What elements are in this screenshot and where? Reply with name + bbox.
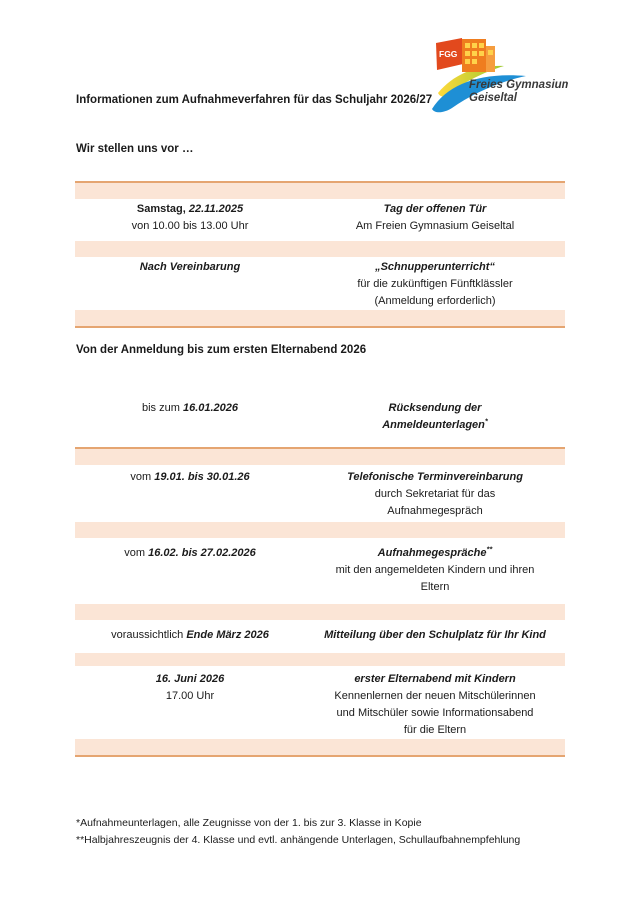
row-when-prefix: voraussichtlich xyxy=(111,629,187,641)
row-when-line xyxy=(75,469,305,486)
footnote: *Aufnahmeunterlagen, alle Zeugnisse von der 1. bis zur 3. Klasse in Kopie xyxy=(76,817,422,829)
separator-bar xyxy=(75,447,565,465)
row-what-cell xyxy=(305,627,565,644)
row-when-date: 16. Juni 2026 xyxy=(155,673,225,685)
table-row-return-documents xyxy=(75,398,565,434)
row-what-detail: mit den angemeldeten Kindern und ihren xyxy=(335,564,535,576)
row-what-title xyxy=(305,545,565,562)
row-when-title: Nach Vereinbarung xyxy=(139,261,241,273)
row-what-detail: durch Sekretariat für das xyxy=(374,488,496,500)
row-what-title: Rücksendung der xyxy=(388,402,482,414)
row-when-date: 16.01.2026 xyxy=(182,402,239,414)
school-logo-icon xyxy=(428,36,568,116)
separator-bar xyxy=(75,310,565,328)
row-when-line xyxy=(75,400,305,417)
logo-name-line1: Freies Gymnasium xyxy=(469,79,568,91)
school-logo xyxy=(428,36,568,116)
row-what-title-text: Anmeldeunterlagen xyxy=(382,419,485,431)
row-what-detail: und Mitschüler sowie Informationsabend xyxy=(336,707,534,719)
row-when-day: Samstag, xyxy=(136,203,189,215)
row-when-line xyxy=(75,545,305,562)
table-row-trial-lessons xyxy=(75,259,565,310)
footnote-marker: ** xyxy=(486,544,493,554)
row-what-detail: Am Freien Gymnasium Geiseltal xyxy=(355,220,515,232)
row-when-cell xyxy=(75,545,305,596)
separator-bar xyxy=(75,653,565,666)
row-when-date: Ende März 2026 xyxy=(186,629,269,641)
footnote-marker: * xyxy=(484,416,488,426)
separator-bar xyxy=(75,181,565,199)
separator-bar xyxy=(75,604,565,620)
row-when-cell xyxy=(75,259,305,310)
row-when-date: 19.01. bis 30.01.26 xyxy=(154,471,250,483)
row-when-cell xyxy=(75,400,305,434)
table-row-phone-appointment xyxy=(75,469,565,520)
row-when-prefix: vom xyxy=(130,471,155,483)
row-when-date: 22.11.2025 xyxy=(188,203,244,215)
row-what-cell xyxy=(305,259,565,310)
row-what-title: Tag der offenen Tür xyxy=(383,203,487,215)
separator-bar xyxy=(75,241,565,257)
schedule-table-enrollment xyxy=(75,398,565,757)
row-what-detail: für die Eltern xyxy=(403,724,467,736)
separator-bar xyxy=(75,522,565,538)
footnotes xyxy=(76,815,520,849)
intro-heading: Wir stellen uns vor … xyxy=(76,143,194,155)
row-what-detail: (Anmeldung erforderlich) xyxy=(374,295,496,307)
row-when-cell xyxy=(75,469,305,520)
row-what-cell xyxy=(305,469,565,520)
row-what-cell xyxy=(305,400,565,434)
row-what-detail: Aufnahmegespräch xyxy=(387,505,483,517)
logo-name-line2: Geiseltal xyxy=(469,92,517,104)
row-when-prefix: bis zum xyxy=(141,402,183,414)
logo-annex-icon xyxy=(486,46,495,72)
row-what-cell xyxy=(305,201,565,235)
table-row-admission-talks xyxy=(75,545,565,596)
row-when-cell xyxy=(75,671,305,739)
logo-acronym: FGG xyxy=(439,49,458,59)
table-row-parents-evening xyxy=(75,671,565,739)
table-row-school-place-notice xyxy=(75,627,565,644)
row-when-date: 16.02. bis 27.02.2026 xyxy=(148,547,256,559)
row-what-title: Telefonische Terminvereinbarung xyxy=(347,471,523,483)
schedule-table-open-day xyxy=(75,181,565,328)
row-what-title-text: Aufnahmegespräche xyxy=(377,547,487,559)
row-what-title: Mitteilung über den Schulplatz für Ihr Kind xyxy=(324,629,546,641)
separator-bar xyxy=(75,739,565,757)
page-title: Informationen zum Aufnahmeverfahren für das Schuljahr 2026/27 xyxy=(76,94,433,106)
row-when-prefix: vom xyxy=(124,547,149,559)
row-what-cell xyxy=(305,671,565,739)
row-when-line xyxy=(75,201,305,218)
row-when-time: 17.00 Uhr xyxy=(165,690,215,702)
row-what-title xyxy=(305,417,565,434)
row-when-time: von 10.00 bis 13.00 Uhr xyxy=(131,220,249,232)
footnote: **Halbjahreszeugnis der 4. Klasse und evtl. anhängende Unterlagen, Schullaufbahnempfehlung xyxy=(76,834,521,846)
row-what-detail: für die zukünftigen Fünftklässler xyxy=(357,278,513,290)
row-when-line xyxy=(75,627,305,644)
row-what-title: „Schnupperunterricht“ xyxy=(375,261,495,273)
table-row-open-day xyxy=(75,201,565,235)
row-what-title: erster Elternabend mit Kindern xyxy=(354,673,516,685)
row-what-detail: Kennenlernen der neuen Mitschülerinnen xyxy=(334,690,536,702)
row-what-detail: Eltern xyxy=(420,581,450,593)
row-when-cell xyxy=(75,627,305,644)
section-heading: Von der Anmeldung bis zum ersten Elternabend 2026 xyxy=(76,344,367,356)
row-when-cell xyxy=(75,201,305,235)
row-what-cell xyxy=(305,545,565,596)
